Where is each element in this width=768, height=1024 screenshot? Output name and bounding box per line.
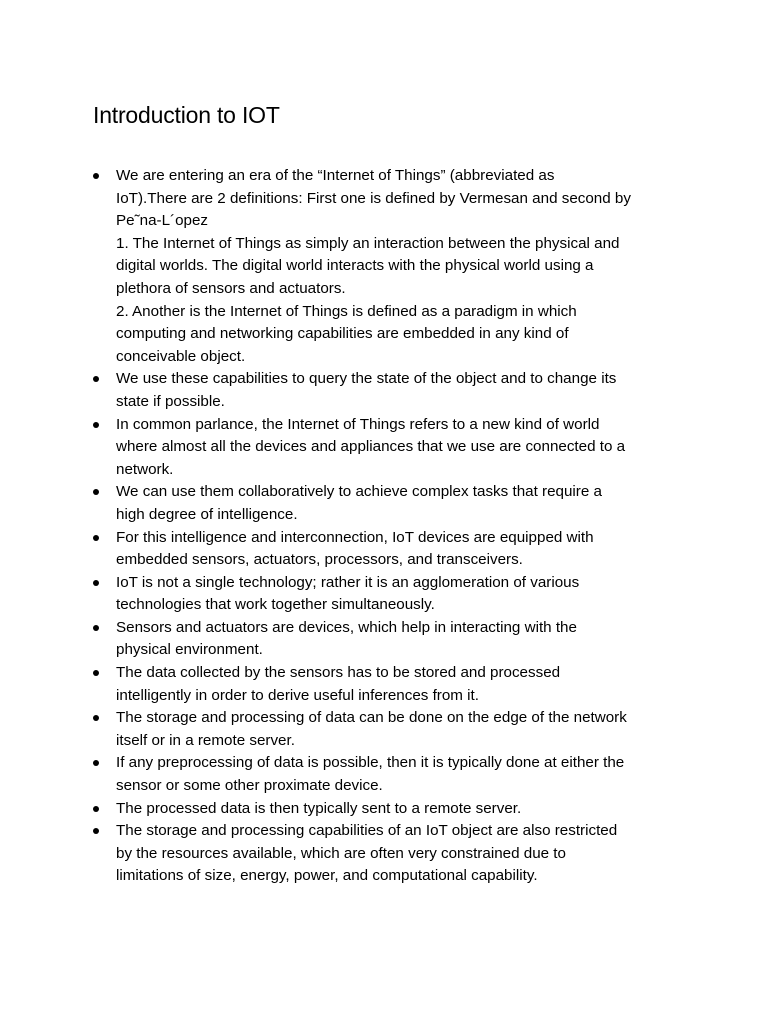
bullet-dot-icon [93,828,99,834]
bullet-text-line: network. [116,460,174,478]
bullet-text-line: computing and networking capabilities are embedded in any kind of [116,325,569,343]
bullet-text-line: technologies that work together simultaneously. [116,596,435,614]
page-title: Introduction to IOT [93,102,280,128]
bullet-text-line: The storage and processing of data can be done on the edge of the network [116,709,627,727]
bullet-text-line: where almost all the devices and appliances that we use are connected to a [116,438,626,456]
bullet-dot-icon [93,376,99,382]
bullet-text-line: We can use them collaboratively to achieve complex tasks that require a [116,483,602,501]
bullet-dot-icon [93,173,99,179]
bullet-text-line: embedded sensors, actuators, processors, and transceivers. [116,551,523,569]
bullet-text-line: by the resources available, which are often very constrained due to [116,844,566,862]
bullet-dot-icon [93,806,99,812]
bullet-text-line: plethora of sensors and actuators. [116,279,346,297]
bullet-dot-icon [93,489,99,495]
bullet-item [93,368,693,413]
bullet-text-line: We are entering an era of the “Internet of Things” (abbreviated as [116,167,555,184]
bullet-text-line: The processed data is then typically sent to a remote server. [116,799,522,817]
bullet-item [93,820,693,888]
bullet-text-line: intelligently in order to derive useful inferences from it. [116,686,479,704]
bullet-dot-icon [93,580,99,586]
bullet-dot-icon [93,715,99,721]
bullet-item [93,662,693,707]
bullet-item [93,481,693,526]
bullet-text-line: The data collected by the sensors has to be stored and processed [116,664,561,682]
bullet-list [93,165,693,888]
bullet-text-line: limitations of size, energy, power, and computational capability. [116,867,538,885]
bullet-text-line: 1. The Internet of Things as simply an interaction between the physical and [116,234,620,252]
bullet-text-line: high degree of intelligence. [116,505,298,523]
bullet-dot-icon [93,422,99,428]
bullet-text-line: conceivable object. [116,347,246,365]
bullet-text-line: digital worlds. The digital world interacts with the physical world using a [116,257,594,275]
bullet-text-line: state if possible. [116,392,225,410]
bullet-item [93,414,693,482]
bullet-item [93,752,693,797]
bullet-item [93,165,693,368]
bullet-text-line: Pe˜na-L´opez [116,212,209,230]
bullet-dot-icon [93,670,99,676]
bullet-item [93,798,693,821]
bullet-dot-icon [93,625,99,631]
bullet-text-line: IoT).There are 2 definitions: First one is defined by Vermesan and second by [116,189,631,207]
bullet-dot-icon [93,760,99,766]
bullet-text-line: The storage and processing capabilities of an IoT object are also restricted [116,822,618,840]
bullet-text-line: In common parlance, the Internet of Things refers to a new kind of world [116,415,600,433]
bullet-text-line: We use these capabilities to query the state of the object and to change its [116,370,617,388]
bullet-text-line: IoT is not a single technology; rather it is an agglomeration of various [116,573,580,591]
bullet-text-line: If any preprocessing of data is possible, then it is typically done at either the [116,754,625,772]
bullet-text-line: physical environment. [116,641,263,659]
bullet-text-line: For this intelligence and interconnection, IoT devices are equipped with [116,528,594,546]
bullet-item [93,707,693,752]
bullet-text-line: itself or in a remote server. [116,731,295,749]
bullet-dot-icon [93,535,99,541]
bullet-item [93,617,693,662]
bullet-text-line: Sensors and actuators are devices, which help in interacting with the [116,618,577,636]
bullet-text-line: sensor or some other proximate device. [116,777,383,795]
bullet-item [93,527,693,572]
bullet-text-line: 2. Another is the Internet of Things is defined as a paradigm in which [116,302,577,320]
bullet-item [93,572,693,617]
